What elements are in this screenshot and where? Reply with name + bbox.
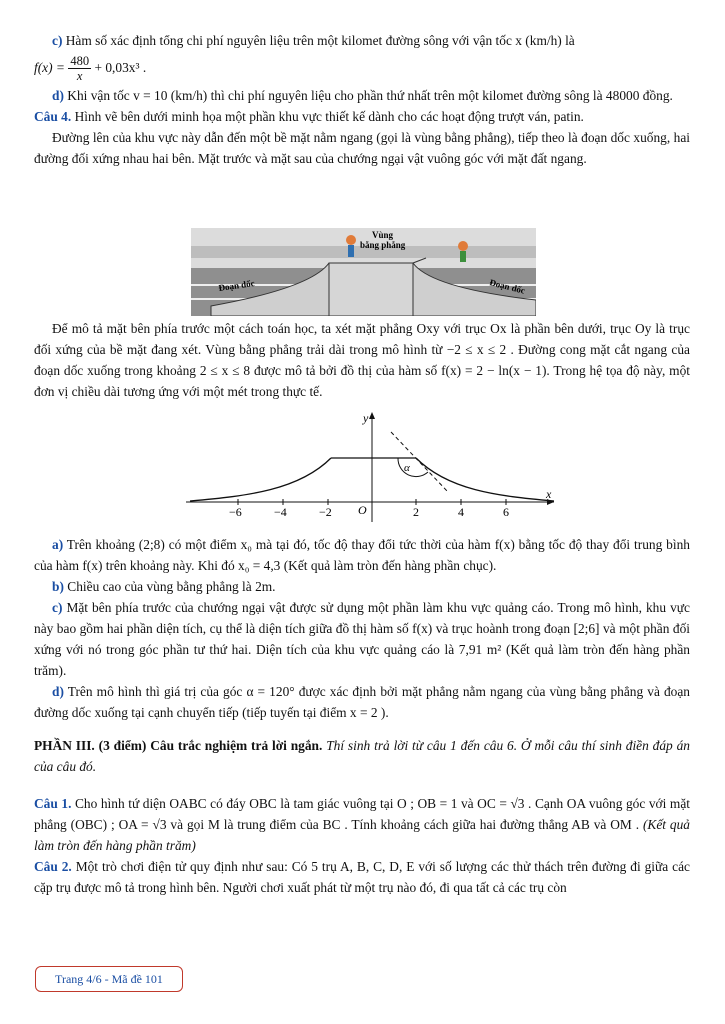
tick-label: 6	[503, 505, 509, 519]
fraction: $\frac{480}{x}$	[70, 54, 90, 84]
q3-d-text: Khi vận tốc v = 10 (km/h) thì chi phí nguyên liệu cho phần thứ nhất trên một kilomet đường sông là 48000 đồng.	[67, 88, 673, 103]
page-footer: Trang 4/6 - Mã đề 101	[35, 966, 183, 992]
tick-label: −2	[319, 505, 332, 519]
alpha-label: α	[404, 462, 410, 474]
page-content	[34, 30, 690, 169]
label-flat-1: Vùng	[372, 230, 394, 240]
q4-option-c: c) Mặt bên phía trước của chướng ngại vật được sử dụng một phần làm khu vực quảng cáo. Trong mô hình, khu vực này bao gồm hai phần diện tích, cụ thể là diện tích giữa đồ thị hàm số f(x) và trục hoành trong đoạn [2;6] và một phần đối xứng với nó trong góc phần tư thứ hai. Diện tích của khu vực quảng cáo là 7,91 m² (Kết quả làm tròn đến hàng phần trăm).	[34, 600, 690, 678]
page-content-3	[34, 534, 690, 898]
page-content-2	[34, 318, 690, 402]
tick-label: 2	[413, 505, 419, 519]
q4-intro: Câu 4. Hình vẽ bên dưới minh họa một phần khu vực thiết kế dành cho các hoạt động trượt ván, patin.	[34, 109, 584, 124]
origin-label: O	[358, 503, 367, 517]
q4-option-a: a) Trên khoảng (2;8) có một điểm x₀ mà tại đó, tốc độ thay đổi tức thời của hàm f(x) bằng tốc độ thay đổi trung bình của hàm f(x) trên khoảng này. Khi đó x₀ = 4,3 (Kết quả làm tròn đến hàng phần chục).	[34, 537, 690, 573]
q3-c-formula: f(x) = $\frac{480}{x}$ + 0,03x³ .	[34, 54, 147, 84]
label-flat-2: bằng phẳng	[360, 240, 406, 250]
q4-option-d: d) Trên mô hình thì giá trị của góc α = 120° được xác định bởi mặt phẳng nằm ngang của vùng bằng phẳng và đoạn đường dốc xuống tại cạnh chuyển tiếp (tiếp tuyến tại điểm x = 2 ).	[34, 684, 690, 720]
q4-para2: Để mô tả mặt bên phía trước một cách toán học, ta xét mặt phẳng Oxy với trục Ox là phần bên dưới, trục Oy là trục đối xứng của bề mặt đang xét. Vùng bằng phẳng trải dài trong mô hình từ −2 ≤ x ≤ 2 . Đường cong mặt cắt ngang của đoạn dốc xuống trong khoảng 2 ≤ x ≤ 8 được mô tả bởi đồ thị của hàm số f(x) = 2 − ln(x − 1). Trong hệ tọa độ này, một đơn vị chiều dài tương ứng với một mét trong thực tế.	[34, 321, 690, 399]
q4-para1: Đường lên của khu vực này dẫn đến một bề mặt nằm ngang (gọi là vùng bằng phẳng), tiếp theo là đoạn dốc xuống, hai đường đối xứng nhau hai bên. Mặt trước và mặt sau của chướng ngại vật vuông góc với mặt đất ngang.	[34, 130, 690, 166]
curve-left	[190, 458, 331, 501]
tick-label: −4	[274, 505, 287, 519]
tick-label: 4	[458, 505, 464, 519]
part3-header: PHẦN III. (3 điểm) Câu trắc nghiệm trả lời ngắn. Thí sinh trả lời từ câu 1 đến câu 6. Ở mỗi câu thí sinh điền đáp án của câu đó.	[34, 738, 690, 774]
q3-c-text: Hàm số xác định tổng chi phí nguyên liệu trên một kilomet đường sông với vận tốc x (km/h) là	[65, 33, 575, 48]
label-slope-right: Đoạn dốc	[488, 277, 527, 296]
q3-option-c: c) Hàm số xác định tổng chi phí nguyên liệu trên một kilomet đường sông với vận tốc x (km/h) là	[52, 33, 575, 48]
p3-question-1: Câu 1. Cho hình tứ diện OABC có đáy OBC là tam giác vuông tại O ; OB = 1 và OC = √3 . Cạnh OA vuông góc với mặt phẳng (OBC) ; OA = √3 và gọi M là trung điểm của BC . Tính khoảng cách giữa hai đường thẳng AB và OM . (Kết quả làm tròn đến hàng phần trăm)	[34, 796, 690, 853]
skater-2-icon	[458, 241, 468, 251]
tick-label: −6	[229, 505, 242, 519]
q3-option-d: d) Khi vận tốc v = 10 (km/h) thì chi phí nguyên liệu cho phần thứ nhất trên một kilomet đường sông là 48000 đồng.	[52, 88, 673, 103]
skater-1-icon	[346, 235, 356, 245]
skate-ramp-illustration	[191, 228, 536, 316]
label-slope-left: Đoạn dốc	[217, 278, 256, 293]
q4-option-b: b) Chiều cao của vùng bằng phẳng là 2m.	[52, 579, 276, 594]
p3-question-2: Câu 2. Một trò chơi điện tử quy định như sau: Có 5 trụ A, B, C, D, E với số lượng các thử thách trên đường đi giữa các cặp trụ được mô tả trong hình bên. Người chơi xuất phát từ một trụ nào đó, đi qua tất cả các trụ còn	[34, 859, 690, 895]
x-axis-label: x	[546, 487, 552, 501]
y-axis-label: y	[363, 411, 369, 425]
function-graph	[186, 410, 558, 522]
